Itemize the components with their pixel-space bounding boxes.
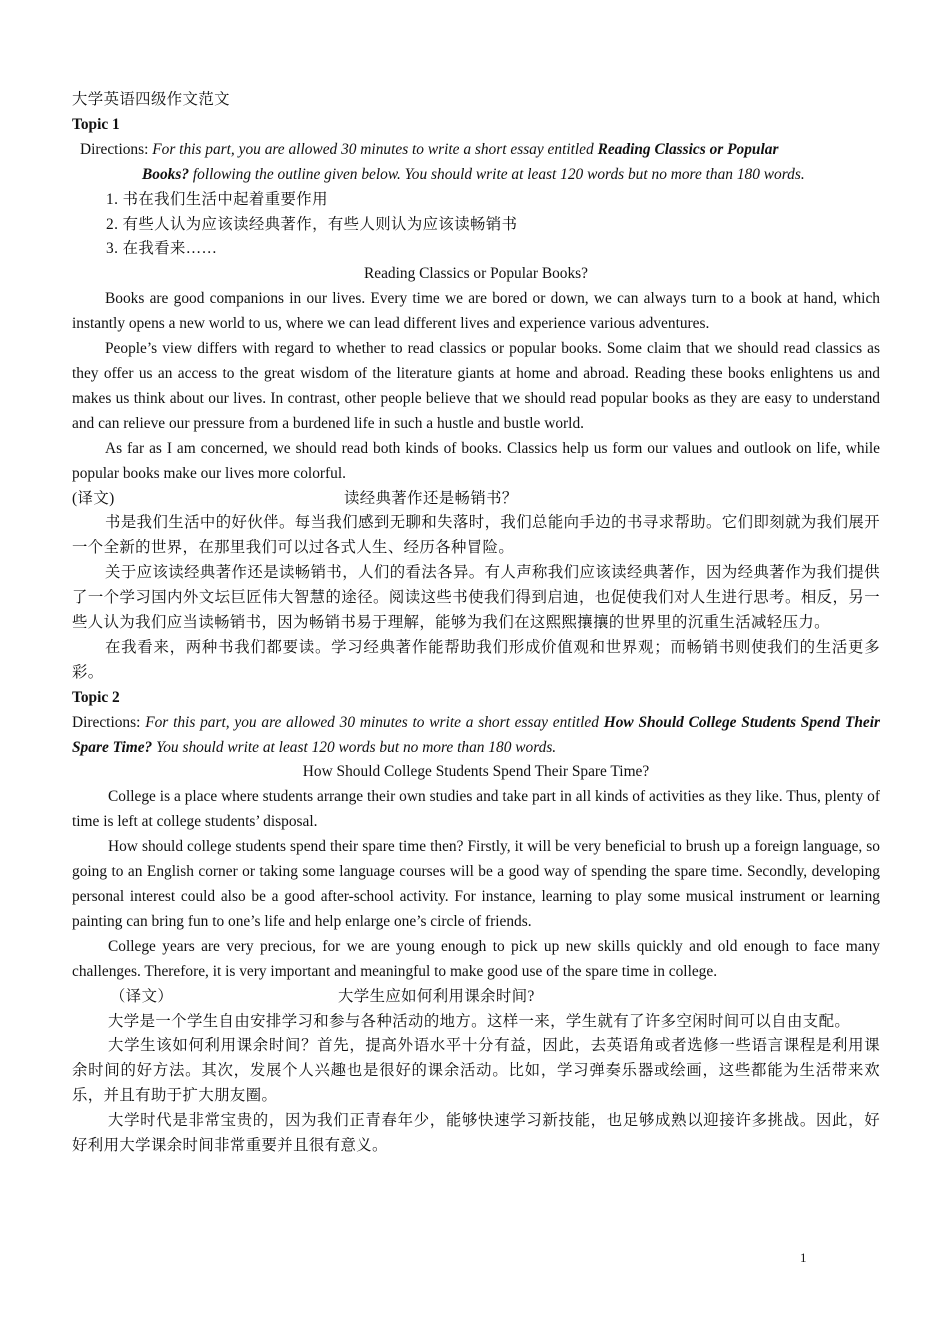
- translation-paragraph: 书是我们生活中的好伙伴。每当我们感到无聊和失落时，我们总能向手边的书寻求帮助。它们即刻就为我们展开一个全新的世界，在那里我们可以过各式人生、经历各种冒险。: [72, 514, 880, 557]
- translation-label: (译文): [72, 489, 115, 507]
- directions-essay-title: Reading Classics or Popular: [597, 140, 779, 158]
- translation-title: 读经典著作还是畅销书？: [344, 489, 518, 507]
- translation-paragraph: 关于应该读经典著作还是读畅销书，人们的看法各异。有人声称我们应该读经典著作，因为经典著作为我们提供了一个学习国内外文坛巨匠伟大智慧的途径。阅读这些书使我们得到启迪，也促使我们对人生进行思考。相反，另一些人认为我们应当读畅销书，因为畅销书易于理解，能够为我们在这熙熙攘攘的世界里的沉重生活减轻压力。: [72, 564, 880, 632]
- essay-title: Reading Classics or Popular Books?: [364, 265, 588, 283]
- translation-heading: [72, 487, 880, 512]
- directions-text-cont: You should write at least 120 words but no more than 180 words.: [156, 738, 557, 756]
- document-page: [72, 88, 880, 1159]
- outline-item: 2. 有些人认为应该读经典著作，有些人则认为应该读畅销书: [106, 215, 518, 233]
- outline-item: 1. 书在我们生活中起着重要作用: [106, 190, 328, 208]
- topic1-heading: Topic 1: [72, 115, 120, 133]
- essay-paragraph: How should college students spend their spare time then? Firstly, it will be very beneficial to brush up a foreign language, so going to an English corner or taking some language courses will be a good way of spending the spare time. Secondly, developing personal interest could also be a good after-school activity. For instance, learning to play some musical instrument or learning painting can bring fun to one’s life and help enlarge one’s circle of friends.: [72, 838, 880, 930]
- directions-essay-title-cont: Books?: [142, 165, 190, 183]
- translation-paragraph: 大学是一个学生自由安排学习和参与各种活动的地方。这样一来，学生就有了许多空闲时间可以自由支配。: [108, 1012, 851, 1030]
- translation-paragraph: 在我看来，两种书我们都要读。学习经典著作能帮助我们形成价值观和世界观；而畅销书则使我们的生活更多彩。: [72, 638, 880, 681]
- page-number: 1: [800, 1250, 807, 1265]
- topic2-heading: Topic 2: [72, 688, 120, 706]
- directions-text-cont: following the outline given below. You should write at least 120 words but no more than 180 words.: [192, 165, 805, 183]
- essay-title: How Should College Students Spend Their Spare Time?: [302, 763, 650, 781]
- translation-paragraph: 大学生该如何利用课余时间？首先，提高外语水平十分有益，因此，去英语角或者选修一些语言课程是利用课余时间的好方法。其次，发展个人兴趣也是很好的课余活动。比如，学习弹奏乐器或绘画，这些都能为生活带来欢乐，并且有助于扩大朋友圈。: [72, 1037, 880, 1105]
- document-title: 大学英语四级作文范文: [72, 91, 230, 108]
- outline-list: [72, 188, 880, 263]
- essay-paragraph: College is a place where students arrange their own studies and take part in all kinds of activities as they like. Thus, plenty of time is left at college students’ disposal.: [72, 788, 880, 831]
- outline-item: 3. 在我看来……: [106, 240, 218, 258]
- topic2-directions: [72, 711, 880, 761]
- directions-essay-title: How Should College Students Spend Their Spare Time?: [72, 713, 880, 756]
- essay-paragraph: College years are very precious, for we are young enough to pick up new skills quickly and old enough to face many challenges. Therefore, it is very important and meaningful to make good use of the spare time in college.: [72, 937, 880, 980]
- essay-paragraph: As far as I am concerned, we should read both kinds of books. Classics help us form our values and outlook on life, while popular books make our lives more colorful.: [72, 439, 880, 482]
- directions-label: Directions:: [80, 140, 149, 158]
- directions-label: Directions:: [72, 713, 141, 731]
- translation-label: （译文）: [110, 987, 174, 1005]
- topic1-directions: [72, 138, 880, 188]
- essay-paragraph: Books are good companions in our lives. Every time we are bored or down, we can always turn to a book at hand, which instantly opens a new world to us, where we can lead different lives and experience various adventures.: [72, 290, 880, 333]
- directions-text: For this part, you are allowed 30 minutes to write a short essay entitled: [152, 140, 594, 158]
- translation-paragraph: 大学时代是非常宝贵的，因为我们正青春年少，能够快速学习新技能，也足够成熟以迎接许多挑战。因此，好好利用大学课余时间非常重要并且很有意义。: [72, 1112, 880, 1155]
- translation-title: 大学生应如何利用课余时间?: [338, 987, 535, 1005]
- directions-text: For this part, you are allowed 30 minutes to write a short essay entitled: [145, 713, 599, 731]
- translation-heading: [72, 985, 880, 1010]
- essay-paragraph: People’s view differs with regard to whether to read classics or popular books. Some claim that we should read classics as they offer us an access to the great wisdom of the literature giants at home and abroad. Reading these books enlightens us and makes us think about our lives. In contrast, other people believe that we should read popular books as they are easy to understand and can relieve our pressure from a burdened life in such a hustle and bustle world.: [72, 340, 880, 432]
